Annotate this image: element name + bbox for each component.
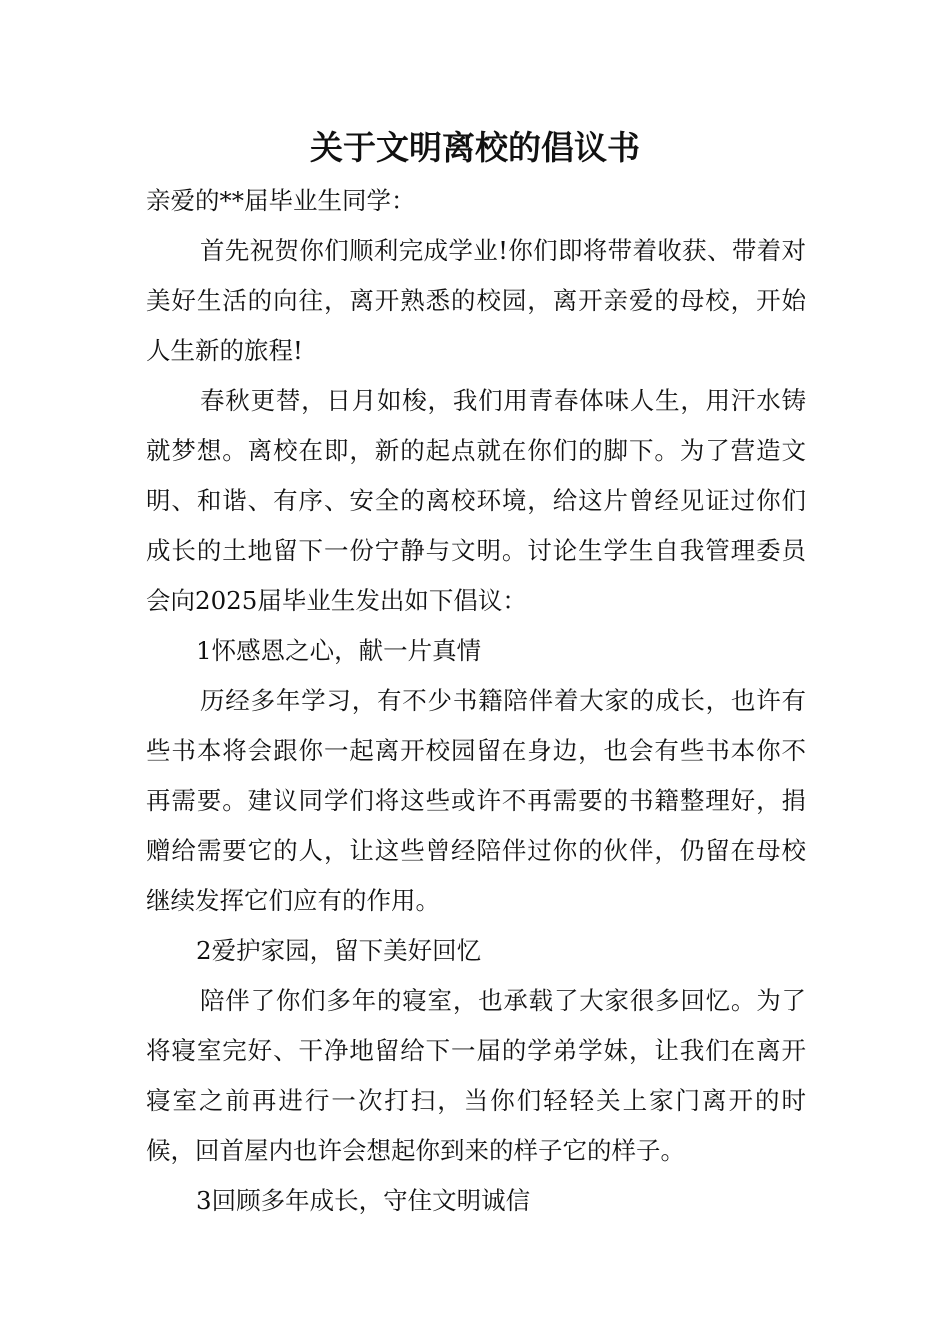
salutation: 亲爱的**届毕业生同学：: [146, 186, 416, 215]
paragraph-initiative-intro: 春秋更替，日月如梭，我们用青春体味人生，用汗水铸就梦想。离校在即，新的起点就在你们的脚下。为了营造文明、和谐、有序、安全的离校环境，给这片曾经见证过你们成长的土地留下一份宁静与文明。讨论生学生自我管理委员会向2025届毕业生发出如下倡议：: [146, 386, 806, 615]
section-heading-1: 1怀感恩之心，献一片真情: [196, 636, 482, 665]
paragraph-dorm-cleaning: 陪伴了你们多年的寝室，也承载了大家很多回忆。为了将寝室完好、干净地留给下一届的学弟学妹，让我们在离开寝室之前再进行一次打扫，当你们轻轻关上家门离开的时候，回首屋内也许会想起你到来的样子它的样子。: [146, 986, 806, 1165]
paragraph-book-donation: 历经多年学习，有不少书籍陪伴着大家的成长，也许有些书本将会跟你一起离开校园留在身边，也会有些书本你不再需要。建议同学们将这些或许不再需要的书籍整理好，捐赠给需要它的人，让这些曾经陪伴过你的伙伴，仍留在母校继续发挥它们应有的作用。: [146, 686, 806, 915]
paragraph-congratulations: 首先祝贺你们顺利完成学业!你们即将带着收获、带着对美好生活的向往，离开熟悉的校园，离开亲爱的母校，开始人生新的旅程!: [146, 236, 806, 365]
document-body: [146, 176, 806, 1226]
section-heading-3: 3回顾多年成长，守住文明诚信: [196, 1186, 531, 1215]
section-heading-2: 2爱护家园，留下美好回忆: [196, 936, 482, 965]
document-title: 关于文明离校的倡议书: [310, 128, 640, 167]
